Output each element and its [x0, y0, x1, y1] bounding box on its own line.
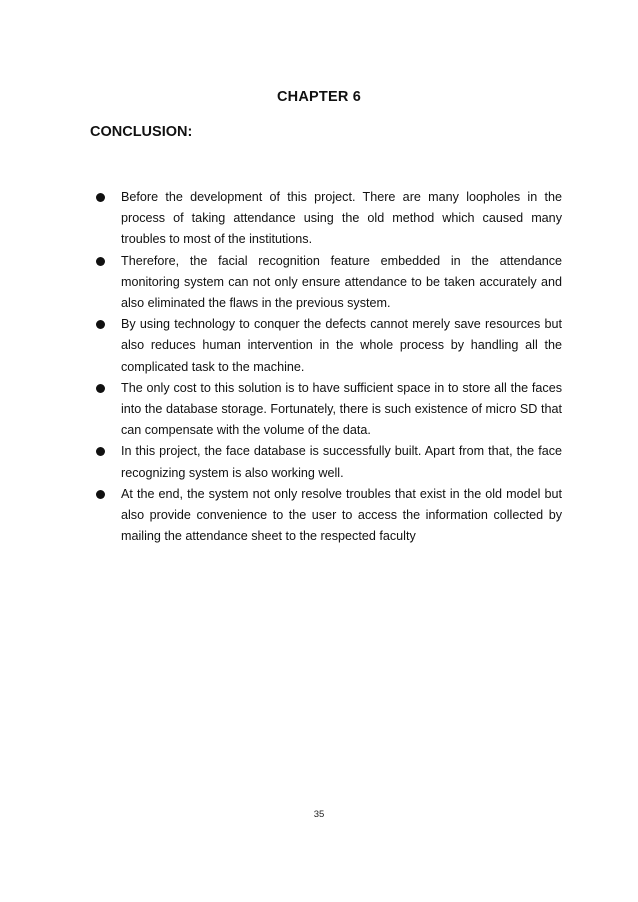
bullet-item: [90, 441, 562, 483]
page-number: 35: [313, 809, 325, 820]
bullet-dot-icon: [96, 193, 105, 202]
bullet-item: [90, 187, 562, 251]
section-heading: CONCLUSION:: [90, 124, 193, 140]
bullet-dot-icon: [96, 257, 105, 266]
conclusion-bullet-list: [90, 187, 562, 547]
bullet-dot-icon: [96, 490, 105, 499]
bullet-dot-icon: [96, 447, 105, 456]
bullet-text: At the end, the system not only resolve troubles that exist in the old model but also provide convenience to the user to access the information collected by mailing the attendance sheet to the respected faculty: [121, 486, 562, 544]
bullet-item: [90, 378, 562, 442]
bullet-text: By using technology to conquer the defects cannot merely save resources but also reduces human intervention in the whole process by handling all the complicated task to the machine.: [121, 317, 562, 374]
bullet-item: [90, 314, 562, 378]
bullet-dot-icon: [96, 320, 105, 329]
bullet-item: [90, 251, 562, 315]
bullet-dot-icon: [96, 384, 105, 393]
bullet-text: In this project, the face database is successfully built. Apart from that, the face recognizing system is also working well.: [121, 444, 562, 480]
bullet-item: [90, 484, 562, 548]
bullet-text: The only cost to this solution is to have sufficient space in to store all the faces into the database storage. Fortunately, there is such existence of micro SD that can compensate with the volume of the data.: [121, 380, 562, 438]
chapter-title: CHAPTER 6: [277, 89, 361, 105]
bullet-text: Before the development of this project. There are many loopholes in the process of taking attendance using the old method which caused many troubles to most of the institutions.: [121, 190, 562, 247]
bullet-text: Therefore, the facial recognition feature embedded in the attendance monitoring system can not only ensure attendance to be taken accurately and also eliminated the flaws in the previous system.: [121, 253, 562, 311]
